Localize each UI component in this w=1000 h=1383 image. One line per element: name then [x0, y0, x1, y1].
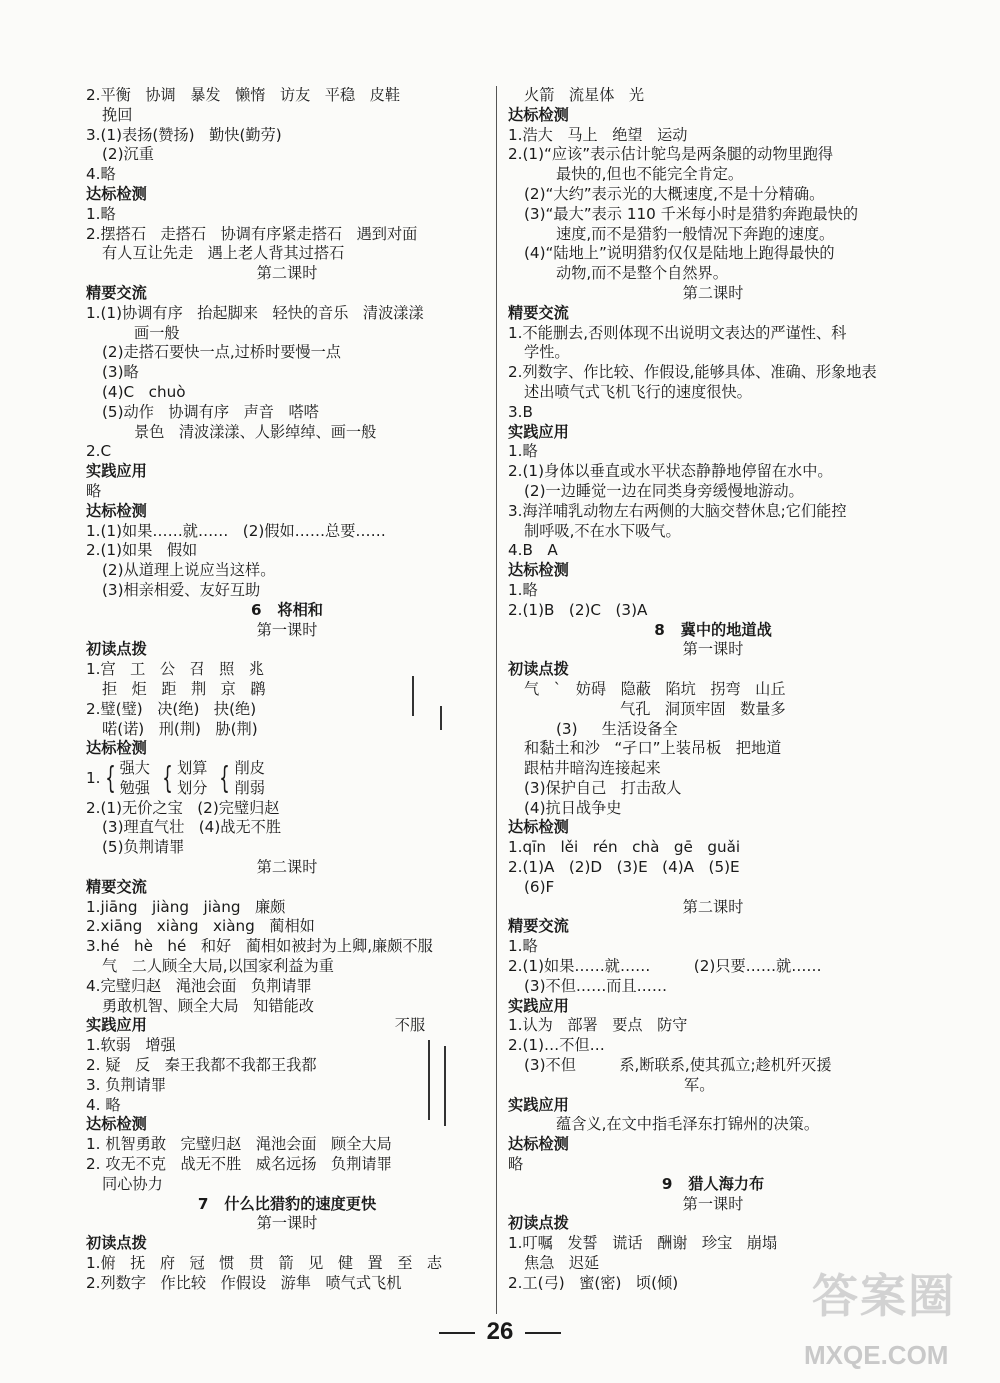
- text-line: 2.xiāng xiàng xiàng 蔺相如: [86, 917, 315, 936]
- dash-left: [439, 1332, 475, 1334]
- item-number: 1.: [86, 768, 101, 787]
- bracket-mark: [428, 1040, 430, 1120]
- text-line: (3)相亲相爱、友好互助: [102, 580, 261, 599]
- right-column: [508, 86, 918, 1294]
- section-heading: 实践应用: [86, 1016, 147, 1035]
- text-line: (2)从道理上说应当这样。: [102, 561, 276, 580]
- scan-mark: [440, 706, 442, 730]
- text-line: 挽回: [102, 105, 133, 124]
- text-line: 2.璧(璧) 决(绝) 抉(绝): [86, 699, 257, 718]
- text-line: 2.工(弓) 蜜(密) 顷(倾): [508, 1273, 679, 1292]
- text-line: 制呼吸,不在水下吸气。: [524, 521, 681, 540]
- text-line: 火箭 流星体 光: [524, 86, 645, 104]
- text-line: 2.(1)如果……就…… (2)只要……就……: [508, 957, 822, 976]
- text-line: 划算: [177, 759, 208, 778]
- text-line: 2.(1)…不但…: [508, 1036, 605, 1055]
- lesson-subtitle: 第一课时: [256, 620, 318, 639]
- lesson-subtitle: 第二课时: [256, 264, 318, 283]
- text-line: 3.B: [508, 402, 533, 421]
- text-line: 1.jiāng jiàng jiàng 廉颇: [86, 897, 286, 916]
- section-heading: 达标检测: [508, 1135, 569, 1154]
- text-line: 2.(1)“应该”表示估计鸵鸟是两条腿的动物里跑得: [508, 145, 834, 164]
- text-line: 1.(1)协调有序 抬起脚来 轻快的音乐 清波漾漾: [86, 303, 424, 322]
- column-divider: [496, 86, 497, 1314]
- section-heading: 初读点拨: [86, 640, 147, 659]
- text-line: (4)“陆地上”说明猎豹仅仅是陆地上跑得最快的: [524, 244, 835, 263]
- section-heading: 达标检测: [508, 561, 569, 580]
- text-line: 1.略: [508, 937, 538, 956]
- lesson-subtitle: 第一课时: [682, 1194, 744, 1213]
- heading-row: [86, 1016, 488, 1036]
- text-line: 1.俯 抚 府 冠 惯 贯 箭 见 健 置 至 志: [86, 1254, 443, 1273]
- section-heading: 精要交流: [86, 283, 147, 302]
- text-line: 削皮: [234, 759, 265, 778]
- text-line: 1.认为 部署 要点 防守: [508, 1016, 688, 1035]
- section-heading: 精要交流: [86, 877, 147, 896]
- text-line: (4)C chuò: [102, 382, 186, 401]
- text-line: 学性。: [524, 343, 570, 362]
- text-line: 军。: [684, 1075, 715, 1094]
- section-heading: 初读点拨: [508, 660, 569, 679]
- text-line: 1.qīn lěi rén chà gē guǎi: [508, 838, 741, 857]
- watermark-text: MXQE.COM: [804, 1340, 949, 1370]
- text-line: (5)动作 协调有序 声音 嗒嗒: [102, 402, 319, 421]
- dash-right: [525, 1332, 561, 1334]
- text-line: (3)不但……而且……: [524, 976, 668, 995]
- text-line: 略: [508, 1155, 524, 1174]
- lesson-title: 8 冀中的地道战: [654, 620, 772, 639]
- text-line: (3)不但 系,断联系,使其孤立;趁机歼灭援: [524, 1056, 832, 1075]
- text-line: 3. 负荆请罪: [86, 1075, 167, 1094]
- bracket-mark: [444, 1046, 446, 1126]
- text-line: (6)F: [524, 877, 555, 896]
- text-line: 强大: [119, 759, 150, 778]
- text-line: 4. 略: [86, 1095, 121, 1114]
- text-line: (3) 生活设备全: [556, 719, 678, 738]
- page-number-text: 26: [486, 1318, 514, 1345]
- text-line: 勇敢机智、顾全大局 知错能改: [102, 996, 314, 1015]
- section-heading: 达标检测: [86, 739, 147, 758]
- lesson-subtitle: 第一课时: [256, 1214, 318, 1233]
- text-line: 2.(1)如果 假如: [86, 541, 198, 560]
- text-line: 2.(1)身体以垂直或水平状态静静地停留在水中。: [508, 462, 833, 481]
- text-line: 1.宫 工 公 召 照 兆: [86, 660, 265, 679]
- brace-icon: {: [104, 760, 116, 796]
- lesson-subtitle: 第二课时: [682, 897, 744, 916]
- text-line: 述出喷气式飞机飞行的速度很快。: [524, 382, 752, 401]
- text-line: 1.浩大 马上 绝望 运动: [508, 125, 688, 144]
- section-heading: 达标检测: [86, 1115, 147, 1134]
- text-line: (5)负荆请罪: [102, 838, 185, 857]
- lesson-title: 7 什么比猎豹的速度更快: [197, 1194, 377, 1213]
- lesson-subtitle: 第二课时: [256, 858, 318, 877]
- lesson-subtitle: 第一课时: [682, 640, 744, 659]
- text-line: 4.略: [86, 165, 116, 184]
- text-line: (2)一边睡觉一边在同类身旁缓慢地游动。: [524, 481, 804, 500]
- text-line: (2)“大约”表示光的大概速度,不是十分精确。: [524, 184, 825, 203]
- text-line: 3.(1)表扬(赞扬) 勤快(勤劳): [86, 125, 282, 144]
- text-line: 4.B A: [508, 541, 558, 560]
- text-line: 1.略: [508, 442, 538, 461]
- text-line: 和黏土和沙 “孑口”上装吊板 把地道: [524, 739, 782, 758]
- text-line: 1.略: [86, 204, 116, 223]
- section-heading: 达标检测: [508, 818, 569, 837]
- text-line: 2.列数字、作比较、作假设,能够具体、准确、形象地表: [508, 363, 877, 382]
- text-line: 跟枯井暗沟连接起来: [524, 759, 661, 778]
- text-line: (3)略: [102, 363, 139, 382]
- text-line: 划分: [177, 778, 208, 797]
- text-line: 焦急 迟延: [524, 1254, 600, 1273]
- text-line: 3.海洋哺乳动物左右两侧的大脑交替休息;它们能控: [508, 501, 847, 520]
- text-line: 4.完璧归赵 渑池会面 负荆请罪: [86, 976, 312, 995]
- text-line: 速度,而不是猎豹一般情况下奔跑的速度。: [556, 224, 835, 243]
- text-line: (3)保护自己 打击敌人: [524, 778, 682, 797]
- watermark-logo: 答案圈: [812, 1269, 956, 1323]
- section-heading: 达标检测: [86, 501, 147, 520]
- text-line: (3)理直气壮 (4)战无不胜: [102, 818, 282, 837]
- section-heading: 精要交流: [508, 917, 569, 936]
- section-heading: 实践应用: [508, 1095, 569, 1114]
- scan-mark: [412, 676, 414, 716]
- margin-note: 不服: [394, 1016, 426, 1035]
- text-line: 2. 疑 反 秦王我都不我都王我都: [86, 1056, 317, 1075]
- brace-icon: {: [219, 760, 231, 796]
- text-line: 1.(1)如果……就…… (2)假如……总要……: [86, 521, 386, 540]
- section-heading: 实践应用: [508, 996, 569, 1015]
- text-line: (2)走搭石要快一点,过桥时要慢一点: [102, 343, 341, 362]
- section-heading: 初读点拨: [86, 1234, 147, 1253]
- text-line: 喏(诺) 刑(荆) 胁(荆): [102, 719, 258, 738]
- text-line: 画一般: [134, 323, 180, 342]
- text-line: 略: [86, 481, 102, 500]
- text-line: 拒 炬 距 荆 京 䴙: [102, 679, 266, 698]
- lesson-subtitle: 第二课时: [682, 283, 744, 302]
- text-line: (2)沉重: [102, 145, 154, 164]
- text-line: 勉强: [119, 778, 150, 797]
- text-line: 1.软弱 增强: [86, 1036, 176, 1055]
- lesson-title: 6 将相和: [251, 600, 323, 619]
- section-heading: 实践应用: [86, 462, 147, 481]
- text-line: 气 ` 妨碍 隐蔽 陷坑 拐弯 山丘: [524, 679, 786, 698]
- text-line: 1.略: [508, 580, 538, 599]
- section-heading: 初读点拨: [508, 1214, 569, 1233]
- brace-icon: {: [162, 760, 173, 796]
- section-heading: 达标检测: [508, 105, 569, 124]
- text-line: 有人互让先走 遇上老人背其过搭石: [102, 244, 345, 263]
- text-line: 景色 清波漾漾、人影绰绰、画一般: [134, 422, 377, 441]
- text-line: 2.(1)B (2)C (3)A: [508, 600, 648, 619]
- lesson-title: 9 猎人海力布: [661, 1174, 765, 1193]
- text-line: 气 二人顾全大局,以国家利益为重: [102, 957, 334, 976]
- text-line: 3.hé hè hé 和好 蔺相如被封为上卿,廉颇不服: [86, 937, 433, 956]
- text-line: 2.列数字 作比较 作假设 游隼 喷气式飞机: [86, 1273, 402, 1292]
- section-heading: 精要交流: [508, 303, 569, 322]
- text-line: 2.C: [86, 442, 112, 461]
- text-line: 1.不能删去,否则体现不出说明文表达的严谨性、科: [508, 323, 847, 342]
- text-line: 2. 攻无不克 战无不胜 威名远扬 负荆请罪: [86, 1155, 392, 1174]
- text-line: 2.(1)无价之宝 (2)完璧归赵: [86, 798, 280, 817]
- text-line: 1.叮嘱 发誓 谎话 酬谢 珍宝 崩塌: [508, 1234, 778, 1253]
- text-line: 蕴含义,在文中指毛泽东打锦州的决策。: [556, 1115, 820, 1134]
- text-line: 2.摆搭石 走搭石 协调有序紧走搭石 遇到对面: [86, 224, 418, 243]
- text-line: 2.(1)A (2)D (3)E (4)A (5)E: [508, 858, 740, 877]
- brace-group: [86, 759, 488, 799]
- section-heading: 实践应用: [508, 422, 569, 441]
- text-line: 同心协力: [102, 1174, 163, 1193]
- text-line: (4)抗日战争史: [524, 798, 622, 817]
- text-line: 2.平衡 协调 暴发 懒惰 访友 平稳 皮鞋: [86, 86, 401, 104]
- text-line: 削弱: [234, 778, 265, 797]
- section-heading: 达标检测: [86, 184, 147, 203]
- text-line: (3)“最大”表示 110 千米每小时是猎豹奔跑最快的: [524, 204, 859, 223]
- text-line: 动物,而不是整个自然界。: [556, 264, 728, 283]
- text-line: 最快的,但也不能完全肯定。: [556, 165, 744, 184]
- text-line: 气孔 洞顶牢固 数量多: [620, 699, 786, 718]
- text-line: 1. 机智勇敢 完璧归赵 渑池会面 顾全大局: [86, 1135, 392, 1154]
